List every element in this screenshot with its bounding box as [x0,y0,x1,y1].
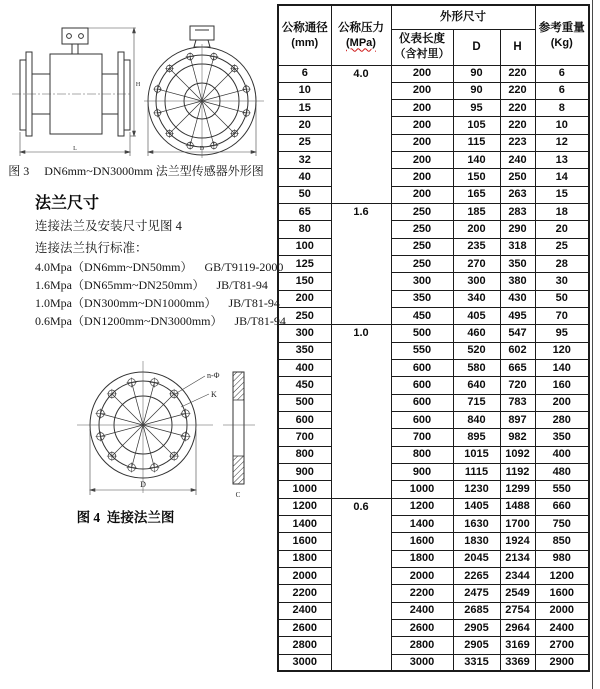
cell-d: 1630 [453,516,500,533]
cell-length: 250 [391,238,453,255]
cell-length: 1600 [391,533,453,550]
cell-d: 150 [453,169,500,186]
cell-dn: 700 [278,429,331,446]
cell-weight: 13 [535,152,589,169]
cell-weight: 480 [535,464,589,481]
col-header-weight [535,5,589,65]
cell-weight: 10 [535,117,589,134]
table-row [278,481,589,498]
cell-weight: 6 [535,82,589,99]
cell-weight: 50 [535,290,589,307]
cell-pressure: 0.6 [331,498,391,671]
flange-note-2: 连接法兰执行标准： [35,241,148,255]
cell-pressure: 1.0 [331,325,391,498]
cell-d: 90 [453,65,500,82]
cell-d: 1230 [453,481,500,498]
cell-h: 220 [500,100,535,117]
table-row [278,290,589,307]
cell-length: 2600 [391,620,453,637]
cell-h: 350 [500,256,535,273]
cell-d: 1015 [453,446,500,463]
cell-h: 380 [500,273,535,290]
col-header-weight-label: 参考重量 [538,21,585,34]
cell-dn: 1200 [278,498,331,515]
cell-dn: 300 [278,325,331,342]
cell-length: 300 [391,273,453,290]
flange-section-view [223,372,255,499]
cell-weight: 18 [535,204,589,221]
cell-h: 220 [500,65,535,82]
figure4-flange-drawing [55,333,270,505]
cell-dn: 6 [278,65,331,82]
figure3-front-view-drawing [140,24,268,162]
cell-dn: 1600 [278,533,331,550]
cell-length: 600 [391,360,453,377]
cell-dn: 150 [278,273,331,290]
cell-weight: 400 [535,446,589,463]
cell-length: 800 [391,446,453,463]
cell-h: 2754 [500,602,535,619]
table-row [278,620,589,637]
cell-weight: 1600 [535,585,589,602]
table-row [278,464,589,481]
dim-label-k: K [211,390,217,399]
cell-d: 300 [453,273,500,290]
cell-weight: 140 [535,360,589,377]
cell-weight: 95 [535,325,589,342]
cell-dn: 80 [278,221,331,238]
cell-length: 550 [391,342,453,359]
table-row [278,238,589,255]
cell-dn: 10 [278,82,331,99]
cell-d: 3315 [453,654,500,671]
cell-d: 1115 [453,464,500,481]
cell-weight: 200 [535,394,589,411]
cell-d: 520 [453,342,500,359]
cell-length: 500 [391,325,453,342]
col-header-weight-unit: (Kg) [550,36,573,49]
cell-h: 982 [500,429,535,446]
cell-dn: 600 [278,412,331,429]
cell-dn: 20 [278,117,331,134]
figure3-side-view-drawing [10,24,140,162]
cell-d: 115 [453,134,500,151]
table-row [278,377,589,394]
table-row [278,100,589,117]
cell-d: 2905 [453,637,500,654]
table-row [278,82,589,99]
cell-h: 223 [500,134,535,151]
cell-length: 250 [391,204,453,221]
table-row [278,117,589,134]
cell-h: 263 [500,186,535,203]
cell-length: 450 [391,308,453,325]
cell-length: 900 [391,464,453,481]
col-header-length [391,29,453,65]
cell-weight: 1200 [535,568,589,585]
cell-weight: 980 [535,550,589,567]
table-row [278,360,589,377]
cell-length: 350 [391,290,453,307]
cell-d: 405 [453,308,500,325]
cell-length: 1400 [391,516,453,533]
flange-standard-line: 1.0Mpa（DN300mm~DN1000mm） JB/T81-94 [35,296,280,310]
cell-dn: 1400 [278,516,331,533]
cell-weight: 850 [535,533,589,550]
cell-pressure: 4.0 [331,65,391,204]
table-row [278,134,589,151]
cell-d: 715 [453,394,500,411]
cell-h: 495 [500,308,535,325]
cell-dn: 900 [278,464,331,481]
cell-d: 2475 [453,585,500,602]
cell-h: 283 [500,204,535,221]
cell-dn: 1000 [278,481,331,498]
cell-d: 95 [453,100,500,117]
cell-h: 3369 [500,654,535,671]
table-row [278,273,589,290]
cell-dn: 40 [278,169,331,186]
cell-dn: 32 [278,152,331,169]
col-header-length-line2: （含衬里） [394,48,450,61]
cell-weight: 120 [535,342,589,359]
table-row [278,654,589,671]
cell-weight: 660 [535,498,589,515]
col-header-dn-label: 公称通径 [281,21,328,34]
table-row [278,186,589,203]
table-row [278,585,589,602]
cell-h: 220 [500,82,535,99]
cell-d: 2045 [453,550,500,567]
table-row [278,342,589,359]
cell-dn: 2600 [278,620,331,637]
cell-d: 1405 [453,498,500,515]
cell-d: 1830 [453,533,500,550]
cell-d: 640 [453,377,500,394]
cell-length: 250 [391,221,453,238]
cell-weight: 160 [535,377,589,394]
cell-weight: 350 [535,429,589,446]
cell-weight: 550 [535,481,589,498]
junction-box [190,26,214,40]
cell-h: 1192 [500,464,535,481]
col-header-dimensions: 外形尺寸 [391,5,535,29]
cell-h: 290 [500,221,535,238]
dim-label-d: D [199,146,205,152]
flange-note-1: 连接法兰及安装尺寸见图 4 [35,219,182,233]
cell-dn: 2400 [278,602,331,619]
table-row [278,446,589,463]
col-header-h: H [500,29,535,65]
cell-h: 430 [500,290,535,307]
table-row [278,65,589,82]
cell-d: 165 [453,186,500,203]
table-row [278,325,589,342]
cell-dn: 800 [278,446,331,463]
cell-d: 340 [453,290,500,307]
cell-weight: 25 [535,238,589,255]
cell-d: 140 [453,152,500,169]
cell-dn: 2800 [278,637,331,654]
figure4-caption: 图 4 连接法兰图 [76,510,175,525]
cell-dn: 50 [278,186,331,203]
col-header-dn-unit: (mm) [291,36,319,49]
cell-length: 700 [391,429,453,446]
figure3-caption: 图 3 DN6mm~DN3000mm 法兰型传感器外形图 [8,164,264,178]
table-row [278,256,589,273]
cell-length: 200 [391,82,453,99]
cell-h: 783 [500,394,535,411]
cell-length: 200 [391,117,453,134]
cell-d: 105 [453,117,500,134]
col-header-dn [278,5,331,65]
junction-box [62,28,88,44]
cell-length: 2000 [391,568,453,585]
cell-h: 1924 [500,533,535,550]
cell-dn: 250 [278,308,331,325]
cell-length: 200 [391,152,453,169]
col-header-pressure-label: 公称压力 [338,21,384,34]
cell-length: 600 [391,394,453,411]
table-row [278,516,589,533]
flange-dimension-table [277,4,590,672]
cell-length: 2200 [391,585,453,602]
cell-d: 235 [453,238,500,255]
cell-d: 2685 [453,602,500,619]
cell-weight: 70 [535,308,589,325]
cell-h: 3169 [500,637,535,654]
cell-h: 665 [500,360,535,377]
cell-weight: 750 [535,516,589,533]
flange-standard-line: 4.0Mpa（DN6mm~DN50mm） GB/T9119-2000 [35,260,284,274]
cell-dn: 25 [278,134,331,151]
cell-weight: 12 [535,134,589,151]
cell-d: 840 [453,412,500,429]
cell-h: 1488 [500,498,535,515]
cell-length: 2400 [391,602,453,619]
col-header-d: D [453,29,500,65]
flange-standard-line: 0.6Mpa（DN1200mm~DN3000mm） JB/T81-94 [35,314,286,328]
cell-dn: 1800 [278,550,331,567]
table-row [278,204,589,221]
cell-weight: 2400 [535,620,589,637]
dim-label-l: L [73,146,77,152]
cell-d: 2265 [453,568,500,585]
page-right-border [592,0,593,689]
cell-d: 90 [453,82,500,99]
table-row [278,550,589,567]
cell-d: 2905 [453,620,500,637]
cell-weight: 2000 [535,602,589,619]
cell-h: 602 [500,342,535,359]
dim-label-h: H [135,82,140,88]
col-header-pressure [331,5,391,65]
table-row [278,412,589,429]
cell-dn: 350 [278,342,331,359]
table-row [278,602,589,619]
cell-length: 600 [391,377,453,394]
cell-length: 3000 [391,654,453,671]
table-row [278,169,589,186]
cell-length: 200 [391,134,453,151]
cell-h: 220 [500,117,535,134]
col-header-length-line1: 仪表长度 [399,33,445,46]
table-row [278,533,589,550]
cell-h: 2134 [500,550,535,567]
cell-h: 2549 [500,585,535,602]
col-header-pressure-unit: (MPa) [346,36,376,49]
cell-dn: 65 [278,204,331,221]
cell-length: 200 [391,100,453,117]
table-row [278,429,589,446]
table-row [278,637,589,654]
cell-dn: 200 [278,290,331,307]
cell-d: 460 [453,325,500,342]
cell-h: 897 [500,412,535,429]
cell-h: 1299 [500,481,535,498]
cell-weight: 20 [535,221,589,238]
cell-length: 1000 [391,481,453,498]
cell-weight: 30 [535,273,589,290]
cell-weight: 14 [535,169,589,186]
cell-weight: 6 [535,65,589,82]
cell-length: 250 [391,256,453,273]
cell-dn: 3000 [278,654,331,671]
flange-table-body [278,65,589,671]
cell-weight: 8 [535,100,589,117]
table-row [278,568,589,585]
cell-d: 200 [453,221,500,238]
cell-weight: 2900 [535,654,589,671]
dim-label-d: D [140,480,146,489]
cell-length: 600 [391,412,453,429]
cell-weight: 2700 [535,637,589,654]
cell-length: 200 [391,65,453,82]
table-row [278,221,589,238]
table-row [278,498,589,515]
cell-dn: 400 [278,360,331,377]
cell-dn: 15 [278,100,331,117]
cell-weight: 28 [535,256,589,273]
cell-pressure: 1.6 [331,204,391,325]
table-row [278,308,589,325]
cell-dn: 2000 [278,568,331,585]
cell-dn: 100 [278,238,331,255]
flange-standard-line: 1.6Mpa（DN65mm~DN250mm） JB/T81-94 [35,278,268,292]
cell-length: 2800 [391,637,453,654]
cell-dn: 2200 [278,585,331,602]
flange-size-heading: 法兰尺寸 [35,195,100,212]
cell-h: 547 [500,325,535,342]
cell-h: 1092 [500,446,535,463]
cell-length: 1200 [391,498,453,515]
cell-h: 2964 [500,620,535,637]
cell-length: 1800 [391,550,453,567]
table-row [278,152,589,169]
cell-h: 318 [500,238,535,255]
cell-dn: 450 [278,377,331,394]
cell-d: 185 [453,204,500,221]
dim-label-c: C [235,491,241,499]
cell-h: 720 [500,377,535,394]
cell-weight: 15 [535,186,589,203]
cell-d: 895 [453,429,500,446]
dim-label-bolts: n-Φ [207,371,220,380]
cell-h: 250 [500,169,535,186]
cell-d: 580 [453,360,500,377]
cell-weight: 280 [535,412,589,429]
cell-h: 1700 [500,516,535,533]
cell-length: 200 [391,169,453,186]
cell-h: 2344 [500,568,535,585]
cell-length: 200 [391,186,453,203]
cell-dn: 500 [278,394,331,411]
cell-h: 240 [500,152,535,169]
cell-d: 270 [453,256,500,273]
table-row [278,394,589,411]
cell-dn: 125 [278,256,331,273]
